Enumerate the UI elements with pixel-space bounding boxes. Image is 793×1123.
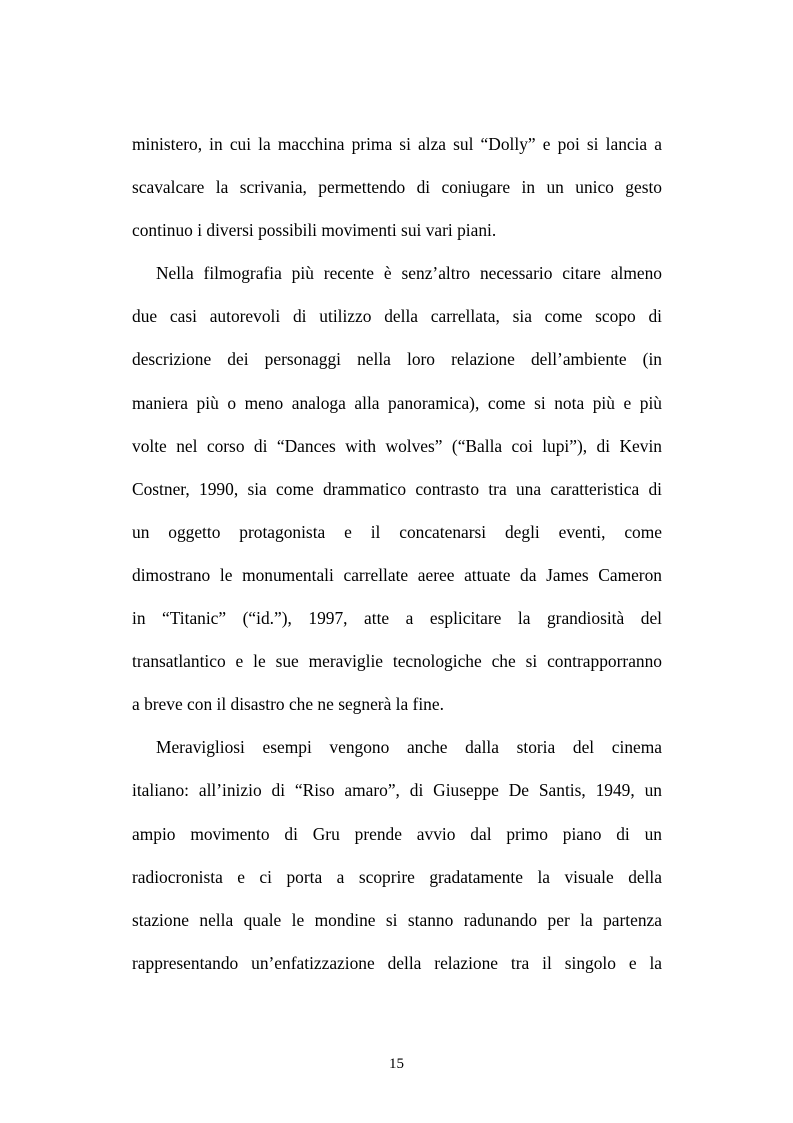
text-line: a breve con il disastro che ne segnerà la fine. xyxy=(132,694,444,715)
paragraph xyxy=(132,123,662,252)
text-line: stazione nella quale le mondine si stanno radunando per la partenza xyxy=(132,909,662,930)
text-line: Costner, 1990, sia come drammatico contrasto tra una caratteristica di xyxy=(132,478,662,499)
text-line: italiano: all’inizio di “Riso amaro”, di Giuseppe De Santis, 1949, un xyxy=(132,780,662,801)
text-line: Meravigliosi esempi vengono anche dalla storia del cinema xyxy=(156,737,662,758)
page-number: 15 xyxy=(389,1056,404,1072)
text-line: transatlantico e le sue meraviglie tecnologiche che si contrapporranno xyxy=(132,651,662,672)
page-body xyxy=(132,123,662,985)
text-line: rappresentando un’enfatizzazione della relazione tra il singolo e la xyxy=(132,952,662,973)
text-line: Nella filmografia più recente è senz’altro necessario citare almeno xyxy=(156,263,662,284)
text-line: maniera più o meno analoga alla panoramica), come si nota più e più xyxy=(132,392,662,413)
paragraph xyxy=(132,726,662,985)
text-line: ampio movimento di Gru prende avvio dal primo piano di un xyxy=(132,823,662,844)
text-line: due casi autorevoli di utilizzo della carrellata, sia come scopo di xyxy=(132,306,662,327)
text-line: dimostrano le monumentali carrellate aeree attuate da James Cameron xyxy=(132,564,662,585)
text-line: scavalcare la scrivania, permettendo di coniugare in un unico gesto xyxy=(132,177,662,198)
text-line: ministero, in cui la macchina prima si alza sul “Dolly” e poi si lancia a xyxy=(132,134,662,154)
text-line: in “Titanic” (“id.”), 1997, atte a esplicitare la grandiosità del xyxy=(132,608,662,629)
text-line: descrizione dei personaggi nella loro relazione dell’ambiente (in xyxy=(132,349,662,370)
paragraph xyxy=(132,252,662,726)
text-line: continuo i diversi possibili movimenti sui vari piani. xyxy=(132,220,497,241)
text-line: radiocronista e ci porta a scoprire gradatamente la visuale della xyxy=(132,866,662,887)
text-line: volte nel corso di “Dances with wolves” (“Balla coi lupi”), di Kevin xyxy=(132,435,662,456)
text-line: un oggetto protagonista e il concatenarsi degli eventi, come xyxy=(132,521,662,542)
